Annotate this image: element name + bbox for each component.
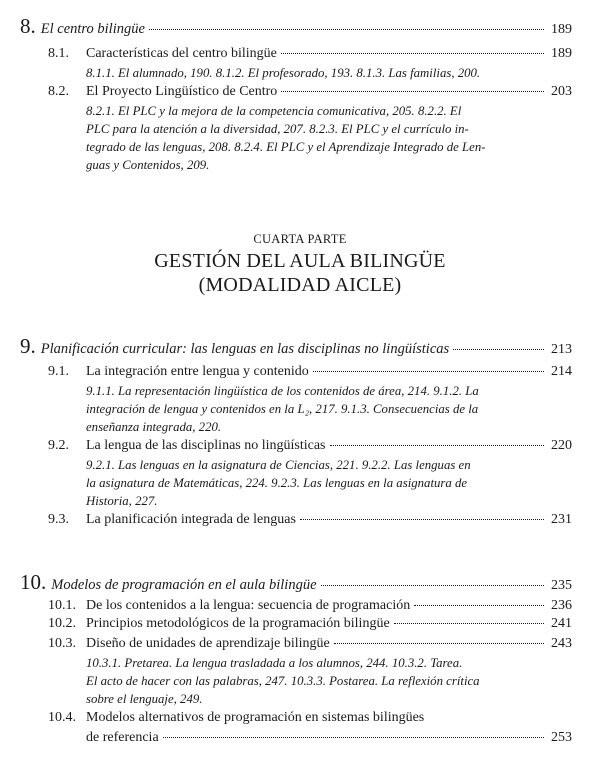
subsection-line: Historia, 227. [86, 494, 158, 508]
chapter-number: 10. [20, 570, 47, 594]
dot-leader [414, 605, 544, 606]
section-title: Diseño de unidades de aprendizaje bilingüe [86, 636, 330, 651]
chapter-title: Planificación curricular: las lenguas en las disciplinas no lingüísticas [40, 341, 450, 357]
toc-chapter-10[interactable] [20, 570, 572, 595]
section-number: 9.2. [48, 438, 69, 453]
part-title-line-1: GESTIÓN DEL AULA BILINGÜE [154, 250, 446, 272]
section-number: 9.3. [48, 512, 69, 527]
subsection-line: integración de lengua y contenidos en la L₂, 217. 9.1.3. Consecuencias de la [86, 402, 479, 416]
chapter-title: Modelos de programación en el aula bilingüe [51, 577, 317, 593]
subsection-line: El acto de hacer con las palabras, 247. 10.3.3. Postarea. La reflexión crítica [86, 674, 480, 688]
subsection-line: 9.2.1. Las lenguas en la asignatura de Ciencias, 221. 9.2.2. Las lenguas en [86, 458, 471, 472]
toc-chapter-9[interactable] [20, 334, 572, 359]
section-number: 10.4. [48, 710, 76, 725]
section-number: 10.2. [48, 616, 76, 631]
section-page: 243 [551, 636, 572, 651]
toc-section-9-3[interactable] [48, 512, 572, 528]
section-title: La planificación integrada de lenguas [86, 512, 296, 527]
section-title: Características del centro bilingüe [86, 46, 277, 61]
dot-leader [334, 643, 544, 644]
section-number: 10.1. [48, 598, 76, 613]
subsection-line: la asignatura de Matemáticas, 224. 9.2.3. Las lenguas en la asignatura de [86, 476, 468, 490]
chapter-title: El centro bilingüe [40, 21, 145, 37]
subsection-list [86, 654, 546, 708]
subsection-list [86, 64, 546, 82]
section-page: 214 [551, 364, 572, 379]
dot-leader [149, 29, 544, 30]
toc-section-9-2[interactable] [48, 438, 572, 454]
dot-leader [300, 519, 544, 520]
dot-leader [453, 349, 544, 350]
section-page: 220 [551, 438, 572, 453]
toc-section-9-1[interactable] [48, 364, 572, 380]
chapter-number: 8. [20, 14, 36, 38]
section-title: El Proyecto Lingüístico de Centro [86, 84, 278, 99]
section-title: La lengua de las disciplinas no lingüísticas [86, 438, 326, 453]
subsection-list [86, 102, 546, 174]
dot-leader [321, 585, 544, 586]
section-number: 10.3. [48, 636, 76, 651]
chapter-page: 213 [551, 342, 572, 357]
toc-section-8-2[interactable] [48, 84, 572, 100]
section-page: 241 [551, 616, 572, 631]
toc-chapter-8[interactable] [20, 14, 572, 39]
section-title: La integración entre lengua y contenido [86, 364, 309, 379]
section-page: 236 [551, 598, 572, 613]
dot-leader [313, 371, 544, 372]
subsection-list [86, 382, 546, 436]
subsection-line: 8.1.1. El alumnado, 190. 8.1.2. El profesorado, 193. 8.1.3. Las familias, 200. [86, 66, 481, 80]
subsection-line: enseñanza integrada, 220. [86, 420, 222, 434]
section-number: 9.1. [48, 364, 69, 379]
section-title-continuation: de referencia [86, 730, 159, 745]
section-number: 8.1. [48, 46, 69, 61]
section-page: 231 [551, 512, 572, 527]
subsection-line: sobre el lenguaje, 249. [86, 692, 203, 706]
dot-leader [281, 53, 544, 54]
section-page: 203 [551, 84, 572, 99]
chapter-number: 9. [20, 334, 36, 358]
toc-section-10-4-continuation[interactable] [86, 730, 572, 746]
subsection-line: 10.3.1. Pretarea. La lengua trasladada a los alumnos, 244. 10.3.2. Tarea. [86, 656, 463, 670]
section-page: 253 [551, 730, 572, 745]
toc-section-10-3[interactable] [48, 636, 572, 652]
subsection-line: 9.1.1. La representación lingüística de los contenidos de área, 214. 9.1.2. La [86, 384, 479, 398]
toc-section-10-1[interactable] [48, 598, 572, 614]
chapter-page: 235 [551, 578, 572, 593]
subsection-line: 8.2.1. El PLC y la mejora de la competencia comunicativa, 205. 8.2.2. El [86, 104, 462, 118]
section-number: 8.2. [48, 84, 69, 99]
toc-section-10-4[interactable] [48, 710, 572, 726]
dot-leader [330, 445, 544, 446]
subsection-line: tegrado de las lenguas, 208. 8.2.4. El PLC y el Aprendizaje Integrado de Len- [86, 140, 486, 154]
dot-leader [281, 91, 544, 92]
section-page: 189 [551, 46, 572, 61]
part-label: CUARTA PARTE [253, 232, 347, 246]
section-title: Modelos alternativos de programación en sistemas bilingües [86, 710, 425, 725]
part-title-line-2: (MODALIDAD AICLE) [198, 274, 402, 296]
subsection-line: guas y Contenidos, 209. [86, 158, 210, 172]
chapter-page: 189 [551, 22, 572, 37]
section-title: Principios metodológicos de la programación bilingüe [86, 616, 390, 631]
subsection-list [86, 456, 546, 510]
dot-leader [163, 737, 544, 738]
dot-leader [394, 623, 544, 624]
toc-section-10-2[interactable] [48, 616, 572, 632]
toc-section-8-1[interactable] [48, 46, 572, 62]
subsection-line: PLC para la atención a la diversidad, 207. 8.2.3. El PLC y el currículo in- [86, 122, 469, 136]
section-title: De los contenidos a la lengua: secuencia de programación [86, 598, 411, 613]
